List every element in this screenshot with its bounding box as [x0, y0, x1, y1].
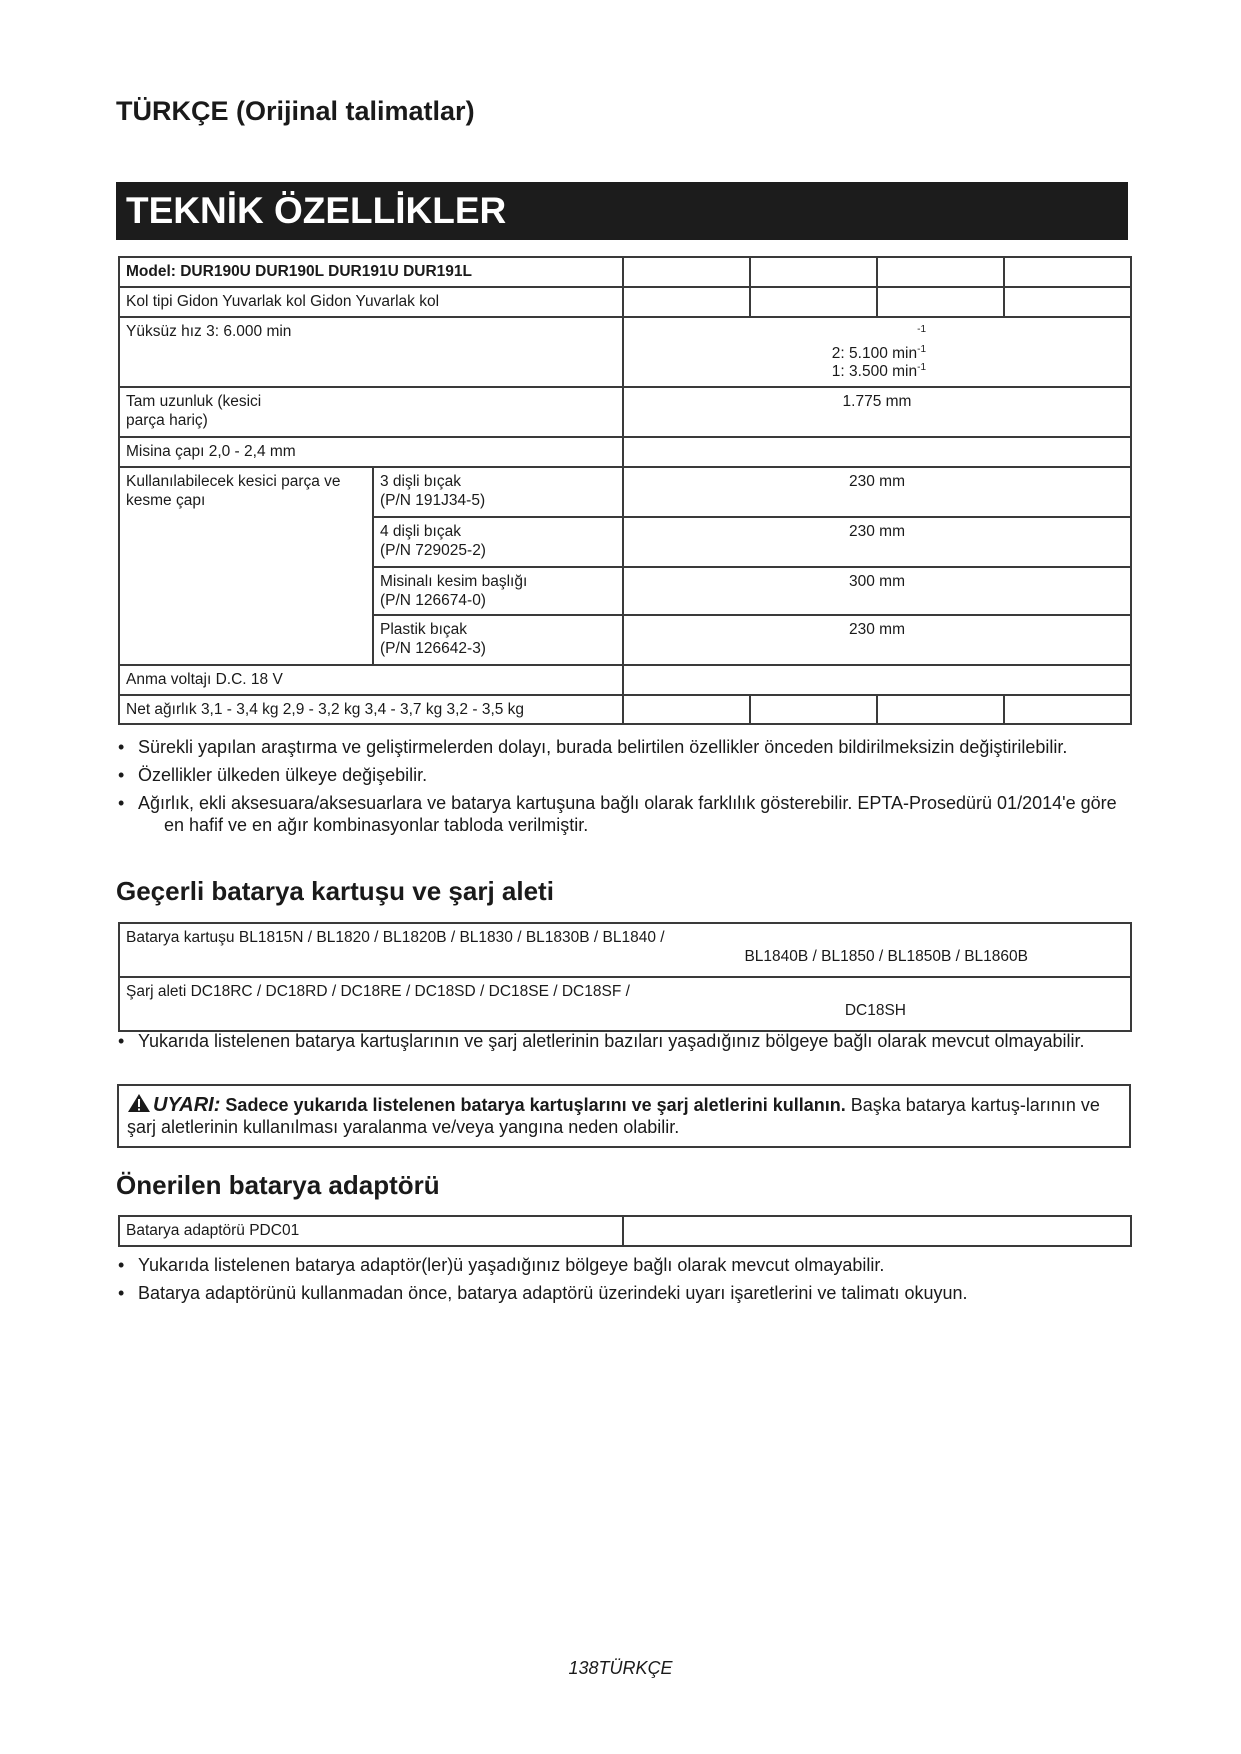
table-row [119, 695, 1131, 724]
cutter-cell: Misinalı kesim başlığı (P/N 126674-0) [373, 567, 623, 615]
speed-1: 1: 3.500 $\min^{-1}$ [831, 362, 927, 380]
page-number: 138TÜRKÇE [568, 1658, 673, 1678]
line-diameter-cell: Misina çapı 2,0 - 2,4 mm [119, 437, 623, 467]
spec-table [118, 256, 1132, 725]
battery-cell: Batarya kartuşu BL1815N / BL1820 / BL1820B / BL1830 / BL1830B / BL1840 / BL1840B / BL1850 / BL1850B / BL1860B [119, 923, 1131, 977]
cutter-cell: 4 dişli bıçak (P/N 729025-2) [373, 517, 623, 567]
list-item: • Yukarıda listelenen batarya adaptör(ler)ü yaşadığınız bölgeye bağlı olarak mevcut olmayabilir. [118, 1255, 885, 1275]
table-row [119, 977, 1131, 1031]
table-row [119, 257, 1131, 287]
warning-text: Başka batarya kartuş-larının ve şarj aletlerinin kullanılması yaralanma ve/veya yangına neden olabilir. [127, 1095, 1100, 1137]
cutter-cell: 3 dişli bıçak (P/N 191J34-5) [373, 467, 623, 517]
adapter-notes [118, 1254, 1128, 1310]
section-banner: TEKNİK ÖZELLİKLER [116, 182, 1128, 240]
length-label-cell: Tam uzunluk (kesici parça hariç) [119, 387, 623, 437]
list-item: • Sürekli yapılan araştırma ve geliştirmelerden dolayı, burada belirtilen özellikler önceden bildirilmeksizin değiştirilebilir. [118, 737, 1068, 757]
list-item: • Özellikler ülkeden ülkeye değişebilir. [118, 765, 428, 785]
cutter-label-cell: Kullanılabilecek kesici parça ve kesme çapı [119, 467, 373, 665]
charger-cell: Şarj aleti DC18RC / DC18RD / DC18RE / DC18SD / DC18SE / DC18SF / DC18SH [119, 977, 1131, 1031]
speed-2: 2: 5.100 $\min^{-1}$ [831, 344, 927, 362]
speed-value-cell [623, 317, 1131, 387]
compat-table [118, 922, 1132, 1032]
list-item: • Batarya adaptörünü kullanmadan önce, batarya adaptörü üzerindeki uyarı işaretlerini ve talimatı okuyun. [118, 1283, 968, 1303]
cutter-value-cell: 230 mm [623, 615, 1131, 665]
list-item: • Ağırlık, ekli aksesuara/aksesuarlara ve batarya kartuşuna bağlı olarak farklılık gösterebilir. EPTA-Prosedürü 01/2014'e göre en hafif ve en ağır kombinasyonlar tabloda verilmiştir. [118, 793, 1117, 835]
warning-box [117, 1084, 1131, 1148]
table-row [119, 287, 1131, 317]
warning-label: UYARI: [153, 1094, 221, 1116]
speed-label-cell: Yüksüz hız 3: 6.000 min [119, 317, 623, 387]
model-cell: Model: DUR190U DUR190L DUR191U DUR191L [119, 257, 623, 287]
table-row [119, 923, 1131, 977]
table-row [119, 1216, 1131, 1246]
cutter-value-cell: 230 mm [623, 467, 1131, 517]
compat-notes [118, 1030, 1128, 1058]
table-row [119, 317, 1131, 387]
adapter-cell: Batarya adaptörü PDC01 [119, 1216, 623, 1246]
speed-exponent: -1 [917, 324, 927, 335]
table-row [119, 437, 1131, 467]
table-row [119, 467, 1131, 517]
table-row [119, 387, 1131, 437]
weight-cell: Net ağırlık 3,1 - 3,4 kg 2,9 - 3,2 kg 3,4 - 3,7 kg 3,2 - 3,5 kg [119, 695, 623, 724]
warning-bold-text: Sadece yukarıda listelenen batarya kartuşlarını ve şarj aletlerini kullanın. [225, 1095, 846, 1115]
handle-type-cell: Kol tipi Gidon Yuvarlak kol Gidon Yuvarlak kol [119, 287, 623, 317]
cutter-value-cell: 300 mm [623, 567, 1131, 615]
adapter-section-title: Önerilen batarya adaptörü [116, 1170, 440, 1200]
document-language-title: TÜRKÇE (Orijinal talimatlar) [116, 96, 475, 126]
warning-icon [127, 1093, 151, 1113]
length-value-cell: 1.775 mm [623, 387, 1131, 437]
cutter-value-cell: 230 mm [623, 517, 1131, 567]
adapter-table [118, 1215, 1132, 1247]
compat-section-title: Geçerli batarya kartuşu ve şarj aleti [116, 876, 554, 906]
voltage-cell: Anma voltajı D.C. 18 V [119, 665, 623, 695]
spec-notes [118, 736, 1128, 842]
list-item: • Yukarıda listelenen batarya kartuşlarının ve şarj aletlerinin bazıları yaşadığınız bölgeye bağlı olarak mevcut olmayabilir. [118, 1031, 1085, 1051]
table-row [119, 665, 1131, 695]
cutter-cell: Plastik bıçak (P/N 126642-3) [373, 615, 623, 665]
